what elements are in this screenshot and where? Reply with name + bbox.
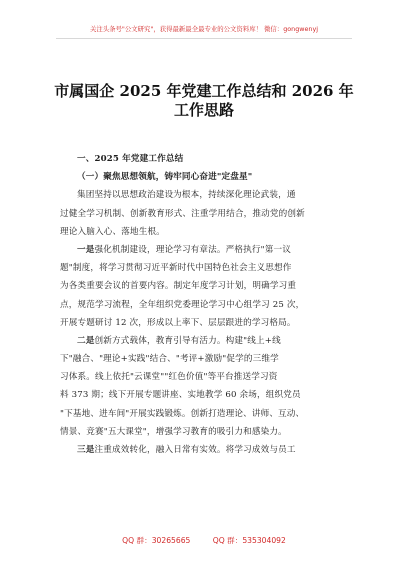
title-line-1: 市属国企 2025 年党建工作总结和 2026 年 xyxy=(54,82,354,100)
body-line: 二是创新方式载体，教育引导有活力。构建"线上+线 xyxy=(77,335,281,346)
document-body xyxy=(60,150,350,459)
body-line: 题"制度，将学习贯彻习近平新时代中国特色社会主义思想作 xyxy=(60,263,292,274)
body-line: 料 373 期；线下开展专题讲座、实地教学 60 余场，组织党员 xyxy=(60,390,301,401)
body-line: "下基地、进车间"开展实践锻炼。创新打造理论、讲师、互动、 xyxy=(60,408,305,419)
body-line: 为各类重要会议的首要内容。制定年度学习计划，明确学习重 xyxy=(60,281,297,292)
header-notice: 关注头条号"公文研究"，获得最新最全最专业的公文资料库！ 微信：gongwenyj xyxy=(89,25,319,33)
footer-qq-group-1: QQ 群：30265665 xyxy=(122,536,191,545)
body-line: 点，规范学习流程，全年组织党委理论学习中心组学习 25 次， xyxy=(60,299,305,310)
body-line: 下"融合、"理论+实践"结合、"考评+激励"促学的三维学 xyxy=(60,354,279,365)
document-title xyxy=(0,82,408,120)
header-divider xyxy=(56,38,352,39)
title-line-2: 工作思路 xyxy=(173,101,234,119)
lead-in-marker: 二是 xyxy=(77,335,95,346)
body-line: 理论入脑入心、落地生根。 xyxy=(60,226,165,237)
subsection-heading: （一）聚焦思想领航，铸牢同心奋进"定盘星" xyxy=(77,172,253,183)
body-line: 一是强化机制建设，理论学习有章法。严格执行"第一议 xyxy=(77,244,291,255)
section-heading: 一、2025 年党建工作总结 xyxy=(77,154,184,164)
lead-in-marker: 三是 xyxy=(77,445,95,455)
lead-in-marker: 一是 xyxy=(77,244,95,255)
body-line: 集团坚持以思想政治建设为根本，持续深化理论武装，通 xyxy=(77,190,296,201)
body-line: 过健全学习机制、创新教育形式、注重学用结合，推动党的创新 xyxy=(60,208,305,219)
body-line: 情景、竞赛"五大课堂"，增强学习教育的吸引力和感染力。 xyxy=(60,426,287,437)
footer-contact xyxy=(0,535,408,546)
body-line: 习体系。线上依托"云课堂""红色价值"等平台推送学习资 xyxy=(60,372,278,383)
footer-qq-group-2: QQ 群：535304092 xyxy=(212,536,286,545)
body-line: 开展专题研讨 12 次，形成以上率下、层层跟进的学习格局。 xyxy=(60,317,296,328)
body-line: 三是注重成效转化，融入日常有实效。将学习成效与员工 xyxy=(77,445,296,455)
